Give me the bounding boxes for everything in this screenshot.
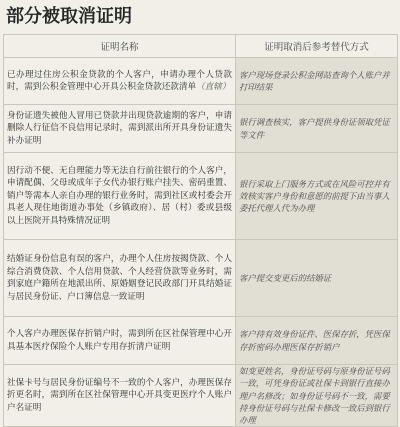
table-row [4,240,398,317]
row-5-alternative: 客户持有效身份证件、医保存折，凭医保存折密码办理医保存折销户 [236,317,398,365]
row-6-requirement: 社保卡号与居民身份证编号不一致的个人客户，办理医保存折更名时，需到所在区社保管理中心开具变更医疗个人账户户名证明 [4,365,236,427]
row-3-requirement: 因行动不便、无自理能力等无法自行前往银行的个人客户，申请配偶、父母或成年子女代办银行账户挂失、密码重置、销户等需本人亲自办理的银行业务时，需到社区或村委会开具老人现住地街道办事处（乡镇政府）、居（村）委或县级以上医院开具特殊情况证明 [4,153,236,240]
table-header-row [4,35,398,58]
table-row [4,153,398,240]
row-1-note: （直辖） [196,82,231,92]
header-alternative-method: 证明取消后参考替代方式 [236,35,398,58]
row-2-alternative: 银行调查核实，客户提供身份证领取凭证等文件 [236,105,398,153]
row-1-requirement-text: 已办理过住房公积金贷款的个人客户，申请办理个人贷款时，需到公积金管理中心开具公积金贷款还款清单 [7,69,232,92]
row-1-requirement [4,58,236,105]
page-title: 部分被取消证明 [6,6,132,27]
table-row [4,365,398,427]
table-row [4,58,398,105]
table-row [4,105,398,153]
row-2-requirement: 身份证遗失被他人冒用已贷款并出现贷款逾期的客户，申请删除人行征信不良信用记录时，需到派出所开具身份证遗失补办证明 [4,105,236,153]
row-3-alternative: 银行采取上门服务方式或在风险可控并有效核实客户身份和意愿的前提下由当事人委托代理人代为办理 [236,153,398,240]
header-certificate-name: 证明名称 [4,35,236,58]
certificate-table [3,34,398,427]
row-4-alternative: 客户提交变更后的结婚证 [236,240,398,317]
row-6-alternative: 如变更姓名，身份证号码与原身份证号码一致，可凭身份证或社保卡到银行直接办理户名修改；如身份证号码不一致，需要持身份证号码与社保卡修改一致后到银行办理 [236,365,398,427]
row-5-requirement: 个人客户办理医保存折销户时，需到所在区社保管理中心开具基本医疗保险个人账户专用存折清户证明 [4,317,236,365]
row-4-requirement: 结婚证身份信息有误的客户，办理个人住房按揭贷款、个人综合消费贷款、个人信用贷款、个人经营贷款等业务时，需到家庭户籍所在地派出所、原婚姻登记民政部门开具结婚证与居民身份证、户口簿信息一致证明 [4,240,236,317]
table-row [4,317,398,365]
row-1-alternative: 客户现场登录公积金网站查询个人账户并打印结果 [236,58,398,105]
